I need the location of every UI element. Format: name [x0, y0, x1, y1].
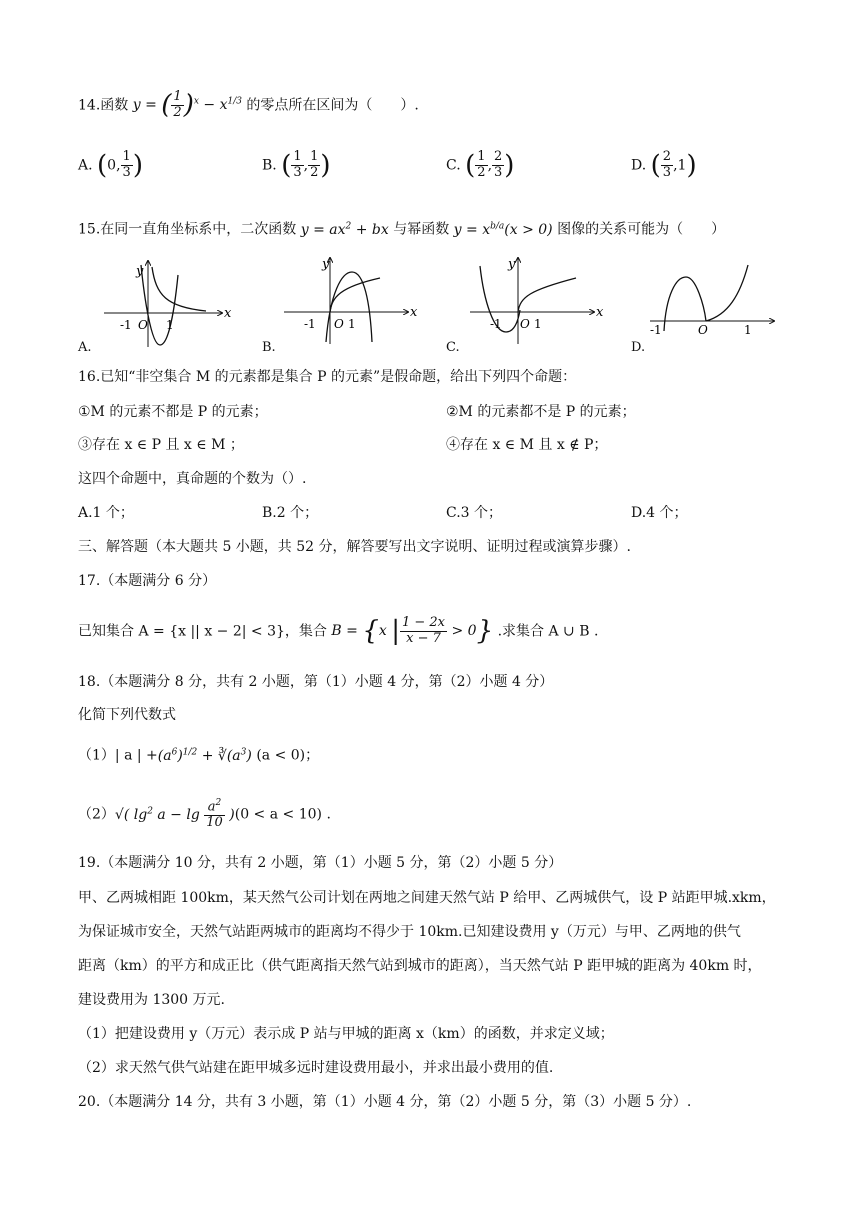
q16-prop-2: ②M 的元素都不是 P 的元素；: [446, 404, 636, 420]
q15-graph-a: [96, 255, 236, 350]
svg-text:y: y: [322, 257, 330, 272]
q14-formula: y = ( $\frac{1}{2}$ )$^x - x^{1/3}$: [132, 89, 242, 121]
q17-body: 已知集合 A = {x || x − 2| < 3}，集合 B = {x | $\frac{1 - 2x}{x - 7}$ > 0} .求集合 A ∪ B .: [78, 615, 599, 647]
svg-text:1: 1: [348, 317, 356, 331]
q16-option-d: D.4 个；: [631, 505, 688, 521]
q19-line-2: 为保证城市安全，天然气站距两城市的距离均不得少于 10km.已知建设费用 y（万元）与甲、乙两地的供气: [78, 924, 741, 940]
q17-head: 17.（本题满分 6 分）: [78, 573, 217, 589]
q14-option-d: D. ( $\frac{2}{3}$ ,1): [631, 149, 697, 181]
q14-stem: [78, 90, 419, 121]
q15-graph-b: [280, 252, 420, 347]
svg-text:-1: -1: [650, 323, 662, 337]
q15-graph-d: [648, 255, 782, 350]
q14-suffix: 的零点所在区间为（ ）.: [246, 97, 419, 114]
q18-head: 18.（本题满分 8 分，共有 2 小题，第（1）小题 4 分，第（2）小题 4 分）: [78, 674, 554, 690]
q19-line-4: 建设费用为 1300 万元.: [78, 992, 225, 1008]
q15-label-a: A.: [78, 340, 92, 355]
q16-stem: 16.已知“非空集合 M 的元素都是集合 P 的元素”是假命题，给出下列四个命题：: [78, 369, 577, 385]
svg-text:-1: -1: [120, 318, 132, 332]
svg-text:y: y: [136, 264, 144, 279]
q16-option-b: B.2 个；: [262, 505, 319, 521]
q15-graph-c: [466, 252, 606, 347]
svg-text:x: x: [224, 306, 232, 321]
q20-head: 20.（本题满分 14 分，共有 3 小题，第（1）小题 4 分，第（2）小题 5 分，第（3）小题 5 分）.: [78, 1094, 692, 1110]
svg-text:O: O: [698, 323, 708, 337]
svg-text:x: x: [410, 305, 418, 320]
svg-text:1: 1: [166, 318, 174, 332]
q14-option-b: B. ( $\frac{1}{3}$ , $\frac{1}{2}$ ): [262, 149, 331, 181]
q19-line-3: 距离（km）的平方和成正比（供气距离指天然气站到城市的距离），当天然气站 P 距甲城的距离为 40km 时，: [78, 958, 762, 974]
svg-text:1: 1: [534, 317, 542, 331]
q14-prefix: 14.函数: [78, 97, 129, 114]
q18-part-2: （2）√( $\lg^2 a - \lg$ $\frac{a^2}{10}$ )(0 < a < 10) .: [78, 798, 331, 831]
q16-option-a: A.1 个；: [78, 505, 134, 521]
q15-label-d: D.: [631, 340, 646, 355]
q15-label-c: C.: [446, 340, 460, 355]
q14-option-a: A. (0, $\frac{1}{3}$ ): [78, 149, 143, 181]
svg-text:1: 1: [744, 323, 752, 337]
svg-text:O: O: [520, 317, 530, 331]
svg-text:O: O: [334, 317, 344, 331]
svg-text:O: O: [138, 318, 148, 332]
q16-prop-4: ④存在 x ∈ M 且 x ∉ P；: [446, 437, 608, 453]
q19-part-2: （2）求天然气供气站建在距甲城多远时建设费用最小，并求出最小费用的值.: [78, 1060, 554, 1076]
q19-head: 19.（本题满分 10 分，共有 2 小题，第（1）小题 5 分，第（2）小题 5 分）: [78, 855, 563, 871]
svg-text:-1: -1: [490, 317, 502, 331]
section-3-heading: 三、解答题（本大题共 5 小题，共 52 分，解答要写出文字说明、证明过程或演算步骤）.: [78, 539, 631, 555]
q15-stem: 15.在同一直角坐标系中，二次函数 $y = ax^2$ + bx 与幂函数 $y = x^{b/a}(x > 0)$ 图像的关系可能为（ ）: [78, 221, 726, 238]
q16-option-c: C.3 个；: [446, 505, 503, 521]
q18-part-1: （1）| a | $+(a^6)^{1/2}$ + $∛(a^3) (a < 0)$；: [78, 747, 320, 764]
svg-text:x: x: [596, 305, 604, 320]
q19-line-1: 甲、乙两城相距 100km，某天然气公司计划在两地之间建天然气站 P 给甲、乙两城供气，设 P 站距甲城.xkm，: [78, 890, 776, 906]
q14-option-c: C. ( $\frac{1}{2}$ , $\frac{2}{3}$ ): [446, 149, 515, 181]
svg-text:-1: -1: [304, 317, 316, 331]
svg-text:y: y: [508, 257, 516, 272]
q19-part-1: （1）把建设费用 y（万元）表示成 P 站与甲城的距离 x（km）的函数，并求定义域；: [78, 1026, 614, 1042]
q16-prop-3: ③存在 x ∈ P 且 x ∈ M ；: [78, 437, 244, 453]
q15-label-b: B.: [262, 340, 276, 355]
q16-prop-1: ①M 的元素不都是 P 的元素；: [78, 404, 268, 420]
q16-ask: 这四个命题中，真命题的个数为（）.: [78, 471, 307, 487]
q18-intro: 化简下列代数式: [78, 707, 176, 723]
